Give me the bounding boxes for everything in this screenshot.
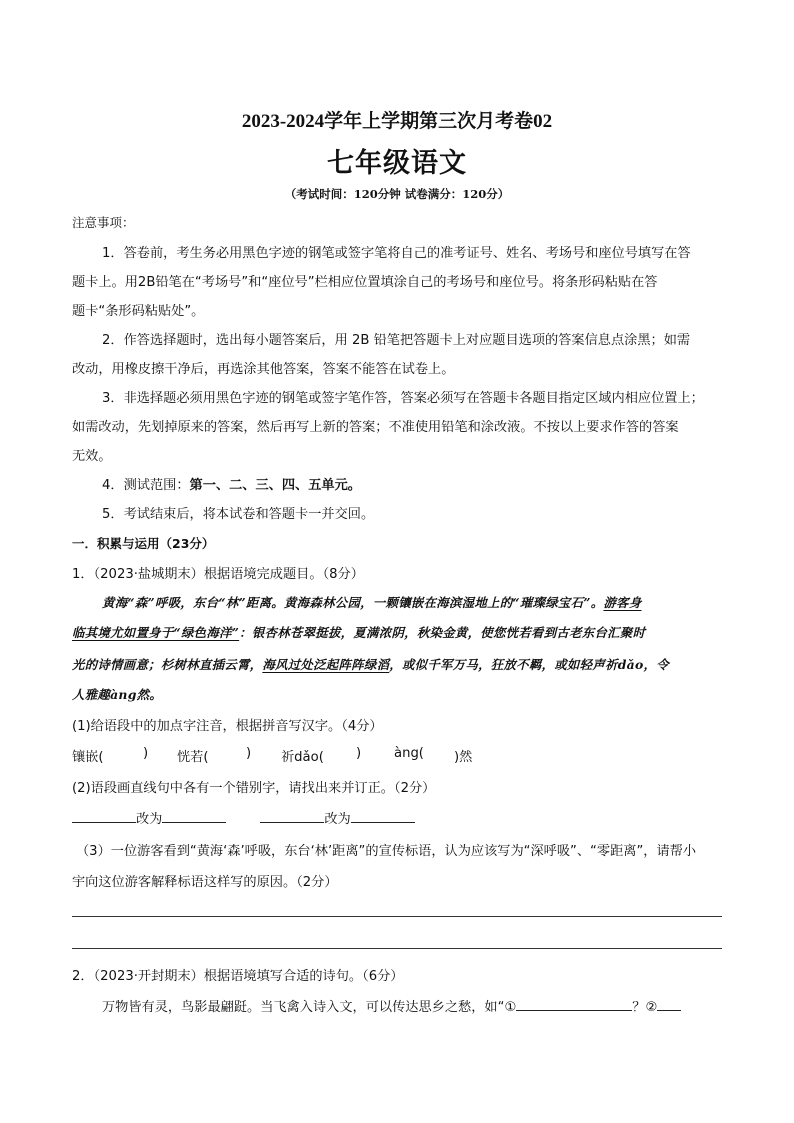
poem-blank-2[interactable] (657, 996, 681, 1011)
pinyin-item-1-open: 镶嵌( (72, 750, 104, 765)
passage-line-3 (72, 655, 669, 673)
note-3-line-1: 3．非选择题必须用黑色字迹的钢笔或签字笔作答，答案必须写在答题卡各题目指定区域内相应位置上； (102, 391, 704, 406)
note-5: 5．考试结束后，将本试卷和答题卡一并交回。 (102, 507, 375, 522)
note-1-line-1: 1．答卷前，考生务必用黑色字迹的钢笔或签字笔将自己的准考证号、姓名、考场号和座位号填写在答 (102, 246, 691, 261)
passage-underlined: 临其境尤如置身于“绿色海洋” (72, 625, 240, 640)
pinyin-item-4-close: )然 (454, 750, 473, 765)
pinyin-item-3-close: ) (356, 746, 362, 761)
note-1-line-2: 题卡上。用2B铅笔在“考场号”和“座位号”栏相应位置填涂自己的考场号和座位号。将条形码粘贴在答 (72, 275, 658, 290)
passage-line-2 (72, 623, 645, 641)
answer-line[interactable] (72, 916, 722, 917)
question-2-stem: 2．（2023·开封期末）根据语境填写合适的诗句。（6分） (72, 969, 404, 984)
passage-line-1 (102, 593, 642, 611)
subquestion-3-line-2: 宇向这位游客解释标语这样写的原因。（2分） (72, 875, 338, 890)
change-label: 改为 (136, 812, 163, 827)
exam-title: 2023-2024学年上学期第三次月考卷02 (241, 111, 553, 132)
note-2-line-1: 2．作答选择题时，选出每小题答案后，用 2B 铅笔把答题卡上对应题目选项的答案信息点涂黑；如需 (102, 333, 691, 348)
passage-text: 光的诗情画意；杉树林直插云霄， (72, 657, 263, 672)
pinyin-item-3-open: 祈dǎo( (281, 750, 324, 765)
notes-heading: 注意事项： (72, 215, 135, 230)
passage-text: ，或似千军万马，狂放不羁，或如轻声祈dǎo，令 (389, 657, 669, 672)
answer-line[interactable] (72, 948, 722, 949)
passage-underlined: 游客身 (603, 595, 642, 610)
passage-text: 黄海“森”呼吸，东台“林”距离。黄海森林公园，一颗镶嵌在海滨湿地上的“璀璨绿宝石”。 (102, 595, 604, 610)
subject-title: 七年级语文 (327, 148, 467, 179)
question-2-line-1 (102, 996, 681, 1015)
note-3-line-3: 无效。 (72, 449, 112, 464)
pinyin-item-2-open: 恍若( (177, 750, 209, 765)
question-2-text: ？② (632, 1000, 658, 1015)
note-1-line-3: 题卡“条形码粘贴处”。 (72, 304, 205, 319)
section-1-heading: 一．积累与运用（23分） (72, 536, 215, 551)
subquestion-2: (2)语段画直线句中各有一个错别字，请找出来并订正。（2分） (72, 781, 436, 796)
passage-text: ：银杏林苍翠挺拔，夏满浓阴，秋染金黄，使您恍若看到古老东台汇聚时 (239, 625, 646, 640)
subquestion-3-line-1: （3）一位游客看到“黄海‘森’呼吸，东台‘林’距离”的宣传标语，认为应该写为“深呼吸”、“零距离”，请帮小 (76, 844, 697, 859)
answer-blank[interactable] (162, 808, 226, 823)
note-4-scope: 第一、二、三、四、五单元。 (189, 478, 361, 493)
exam-info: （考试时间：120分钟 试卷满分：120分） (284, 187, 510, 201)
note-2-line-2: 改动，用橡皮擦干净后，再选涂其他答案，答案不能答在试卷上。 (72, 362, 455, 377)
answer-blank[interactable] (72, 808, 136, 823)
poem-blank-1[interactable] (516, 996, 632, 1011)
passage-underlined: 海风过处泛起阵阵绿滔 (262, 657, 390, 672)
passage-line-4: 人雅趣àng然。 (72, 687, 163, 702)
pinyin-item-1-close: ) (143, 746, 149, 761)
answer-blank[interactable] (351, 808, 415, 823)
answer-blank[interactable] (260, 808, 324, 823)
note-3-line-2: 如需改动，先划掉原来的答案，然后再写上新的答案；不准使用铅笔和涂改液。不按以上要求作答的答案 (72, 420, 679, 435)
question-1-stem: 1．（2023·盐城期末）根据语境完成题目。（8分） (72, 567, 364, 582)
change-label: 改为 (324, 812, 351, 827)
note-4 (102, 474, 361, 493)
note-4-prefix: 4．测试范围： (102, 478, 190, 493)
pinyin-item-2-close: ) (246, 746, 252, 761)
question-2-text: 万物皆有灵，鸟影最翩跹。当飞禽入诗入文，可以传达思乡之愁，如“① (102, 1000, 517, 1015)
pinyin-item-4-open: àng( (394, 746, 424, 761)
subquestion-1: (1)给语段中的加点字注音，根据拼音写汉字。（4分） (72, 719, 383, 734)
correction-row (72, 808, 415, 827)
